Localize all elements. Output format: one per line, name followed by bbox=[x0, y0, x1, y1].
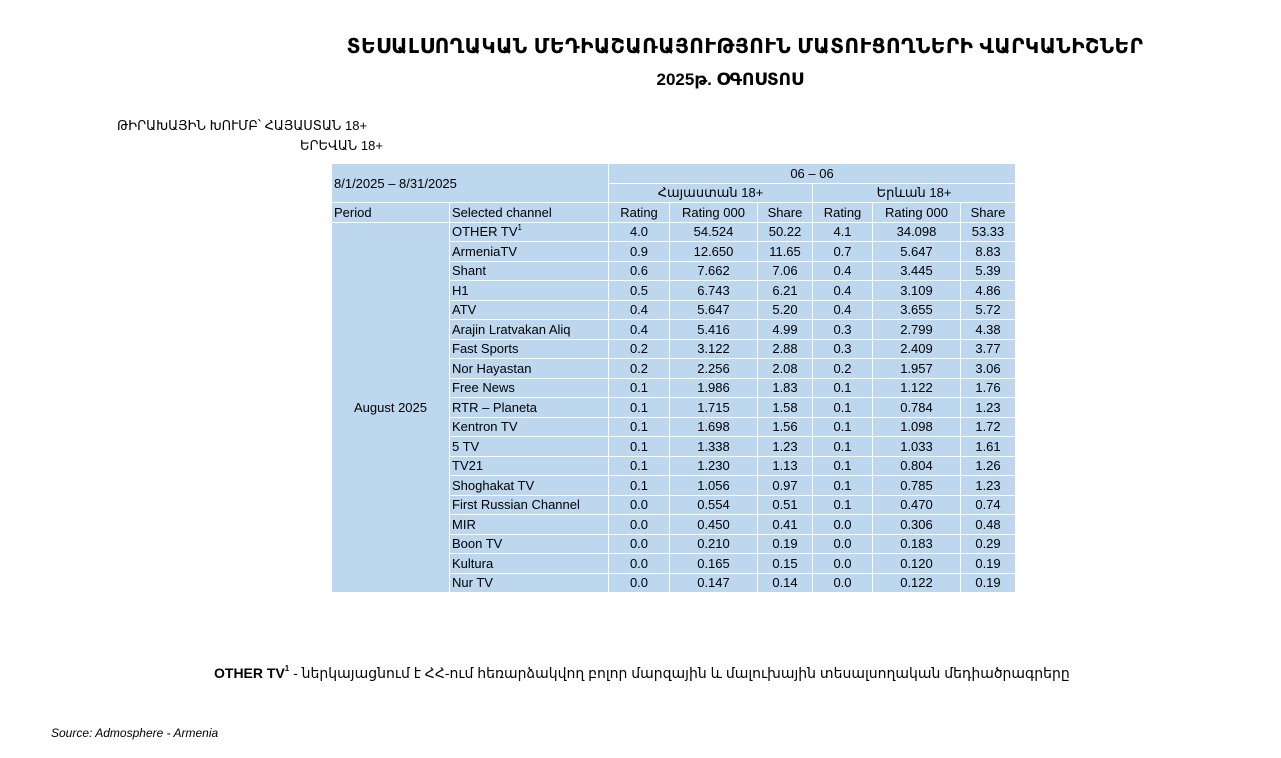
footnote-text: - ներկայացնում է ՀՀ-ում հեռարձակվող բոլոր մարզային և մալուխային տեսալսողական մեդիածրագրերը bbox=[289, 665, 1070, 681]
y-share-cell: 8.83 bbox=[961, 242, 1016, 262]
target-group-yerevan: ԵՐԵՎԱՆ 18+ bbox=[300, 138, 383, 153]
channel-name: Free News bbox=[452, 380, 515, 396]
y-share-cell: 3.77 bbox=[961, 339, 1016, 359]
a-rating000-cell: 0.450 bbox=[670, 515, 758, 535]
y-share-cell: 0.48 bbox=[961, 515, 1016, 535]
y-rating-cell: 0.1 bbox=[813, 398, 873, 418]
a-rating000-cell: 54.524 bbox=[670, 222, 758, 242]
y-rating-cell: 0.1 bbox=[813, 378, 873, 398]
y-share-cell: 53.33 bbox=[961, 222, 1016, 242]
channel-cell bbox=[450, 281, 609, 301]
channel-cell bbox=[450, 573, 609, 593]
y-rating000-cell: 1.098 bbox=[873, 417, 961, 437]
a-share-cell: 6.21 bbox=[758, 281, 813, 301]
header-row-columns bbox=[332, 203, 1016, 223]
y-rating-cell: 0.4 bbox=[813, 281, 873, 301]
y-rating000-cell: 0.122 bbox=[873, 573, 961, 593]
channel-name: Nor Hayastan bbox=[452, 360, 532, 376]
a-rating000-cell: 0.210 bbox=[670, 534, 758, 554]
channel-name: Shoghakat TV bbox=[452, 477, 535, 493]
a-rating-cell: 0.0 bbox=[609, 534, 670, 554]
a-rating000-cell: 1.056 bbox=[670, 476, 758, 496]
a-share-cell: 2.88 bbox=[758, 339, 813, 359]
a-rating-cell: 0.4 bbox=[609, 320, 670, 340]
channel-cell bbox=[450, 320, 609, 340]
y-rating000-cell: 0.183 bbox=[873, 534, 961, 554]
y-rating-cell: 0.1 bbox=[813, 456, 873, 476]
channel-name: H1 bbox=[452, 282, 469, 298]
a-share-cell: 0.51 bbox=[758, 495, 813, 515]
channel-name: Kentron TV bbox=[452, 419, 518, 435]
channel-cell bbox=[450, 515, 609, 535]
y-rating000-cell: 0.120 bbox=[873, 554, 961, 574]
table-row bbox=[332, 222, 1016, 242]
a-share-cell: 0.19 bbox=[758, 534, 813, 554]
y-rating-cell: 0.4 bbox=[813, 261, 873, 281]
y-rating-cell: 4.1 bbox=[813, 222, 873, 242]
y-share-cell: 4.38 bbox=[961, 320, 1016, 340]
y-rating-cell: 0.3 bbox=[813, 339, 873, 359]
y-share-cell: 0.19 bbox=[961, 573, 1016, 593]
col-header-share-armenia: Share bbox=[758, 203, 813, 223]
channel-name: 5 TV bbox=[452, 438, 480, 454]
y-rating000-cell: 1.957 bbox=[873, 359, 961, 379]
y-share-cell: 0.19 bbox=[961, 554, 1016, 574]
channel-cell bbox=[450, 495, 609, 515]
y-rating000-cell: 1.122 bbox=[873, 378, 961, 398]
a-share-cell: 0.14 bbox=[758, 573, 813, 593]
col-header-rating-armenia: Rating bbox=[609, 203, 670, 223]
a-rating-cell: 0.1 bbox=[609, 476, 670, 496]
a-rating-cell: 0.1 bbox=[609, 378, 670, 398]
a-rating000-cell: 0.165 bbox=[670, 554, 758, 574]
y-share-cell: 1.23 bbox=[961, 476, 1016, 496]
a-rating-cell: 0.0 bbox=[609, 554, 670, 574]
a-rating000-cell: 1.338 bbox=[670, 437, 758, 457]
a-rating000-cell: 6.743 bbox=[670, 281, 758, 301]
a-rating-cell: 0.1 bbox=[609, 437, 670, 457]
a-rating000-cell: 7.662 bbox=[670, 261, 758, 281]
y-rating000-cell: 0.784 bbox=[873, 398, 961, 418]
y-rating-cell: 0.1 bbox=[813, 476, 873, 496]
y-share-cell: 5.39 bbox=[961, 261, 1016, 281]
channel-cell bbox=[450, 300, 609, 320]
a-share-cell: 1.83 bbox=[758, 378, 813, 398]
channel-name: Arajin Lratvakan Aliq bbox=[452, 321, 571, 337]
y-rating000-cell: 3.655 bbox=[873, 300, 961, 320]
y-rating000-cell: 0.785 bbox=[873, 476, 961, 496]
channel-cell bbox=[450, 534, 609, 554]
date-range: 8/1/2025 – 8/31/2025 bbox=[332, 164, 609, 203]
ratings-table bbox=[331, 163, 1016, 593]
footnote-label: OTHER TV bbox=[214, 665, 285, 681]
footnote bbox=[214, 665, 1070, 682]
channel-cell bbox=[450, 417, 609, 437]
target-group-armenia: ԹԻՐԱԽԱՅԻՆ ԽՈՒՄԲ՝ ՀԱՅԱՍՏԱՆ 18+ bbox=[117, 118, 368, 133]
channel-cell bbox=[450, 242, 609, 262]
source-note: Source: Admosphere - Armenia bbox=[51, 726, 219, 740]
channel-cell bbox=[450, 261, 609, 281]
a-share-cell: 1.56 bbox=[758, 417, 813, 437]
group-armenia-header: Հայաստան 18+ bbox=[609, 183, 813, 203]
a-rating000-cell: 3.122 bbox=[670, 339, 758, 359]
channel-cell bbox=[450, 359, 609, 379]
channel-name: Boon TV bbox=[452, 536, 503, 552]
col-header-rating-yerevan: Rating bbox=[813, 203, 873, 223]
channel-cell bbox=[450, 456, 609, 476]
y-rating-cell: 0.0 bbox=[813, 534, 873, 554]
a-rating-cell: 0.0 bbox=[609, 495, 670, 515]
y-share-cell: 3.06 bbox=[961, 359, 1016, 379]
y-rating-cell: 0.1 bbox=[813, 495, 873, 515]
a-rating000-cell: 1.230 bbox=[670, 456, 758, 476]
a-rating-cell: 0.5 bbox=[609, 281, 670, 301]
a-share-cell: 0.15 bbox=[758, 554, 813, 574]
a-rating000-cell: 5.416 bbox=[670, 320, 758, 340]
channel-cell bbox=[450, 398, 609, 418]
channel-name: Kultura bbox=[452, 555, 494, 571]
a-share-cell: 0.97 bbox=[758, 476, 813, 496]
channel-name: TV21 bbox=[452, 458, 484, 474]
a-rating000-cell: 0.554 bbox=[670, 495, 758, 515]
channel-cell bbox=[450, 437, 609, 457]
y-rating000-cell: 34.098 bbox=[873, 222, 961, 242]
a-share-cell: 0.41 bbox=[758, 515, 813, 535]
col-header-rating000-yerevan: Rating 000 bbox=[873, 203, 961, 223]
a-rating-cell: 0.6 bbox=[609, 261, 670, 281]
col-header-period: Period bbox=[332, 203, 450, 223]
a-rating-cell: 0.9 bbox=[609, 242, 670, 262]
a-share-cell: 50.22 bbox=[758, 222, 813, 242]
y-rating000-cell: 3.445 bbox=[873, 261, 961, 281]
a-rating000-cell: 2.256 bbox=[670, 359, 758, 379]
channel-name: First Russian Channel bbox=[452, 497, 580, 513]
y-rating-cell: 0.7 bbox=[813, 242, 873, 262]
y-rating-cell: 0.4 bbox=[813, 300, 873, 320]
y-share-cell: 0.29 bbox=[961, 534, 1016, 554]
page-title: ՏԵՍԱԼՍՈՂԱԿԱՆ ՄԵԴԻԱՇԱՌԱՅՈՒԹՅՈՒՆ ՄԱՏՈՒՑՈՂՆԵՐԻ ՎԱՐԿԱՆԻՇՆԵՐ bbox=[346, 36, 1144, 58]
channel-name: Shant bbox=[452, 263, 486, 279]
y-share-cell: 1.23 bbox=[961, 398, 1016, 418]
y-rating-cell: 0.3 bbox=[813, 320, 873, 340]
y-rating000-cell: 5.647 bbox=[873, 242, 961, 262]
a-rating-cell: 0.2 bbox=[609, 359, 670, 379]
a-rating000-cell: 1.715 bbox=[670, 398, 758, 418]
a-rating-cell: 0.0 bbox=[609, 515, 670, 535]
y-share-cell: 1.26 bbox=[961, 456, 1016, 476]
a-share-cell: 1.23 bbox=[758, 437, 813, 457]
channel-cell bbox=[450, 378, 609, 398]
y-share-cell: 0.74 bbox=[961, 495, 1016, 515]
y-rating-cell: 0.0 bbox=[813, 515, 873, 535]
footnote-ref: 1 bbox=[517, 223, 522, 233]
y-share-cell: 5.72 bbox=[961, 300, 1016, 320]
channel-cell bbox=[450, 222, 609, 242]
channel-name: ATV bbox=[452, 302, 477, 318]
a-share-cell: 7.06 bbox=[758, 261, 813, 281]
header-row-timeband bbox=[332, 164, 1016, 184]
y-share-cell: 1.76 bbox=[961, 378, 1016, 398]
col-header-share-yerevan: Share bbox=[961, 203, 1016, 223]
a-rating-cell: 0.1 bbox=[609, 417, 670, 437]
y-rating000-cell: 0.470 bbox=[873, 495, 961, 515]
y-rating-cell: 0.2 bbox=[813, 359, 873, 379]
channel-name: Nur TV bbox=[452, 575, 493, 591]
a-rating000-cell: 0.147 bbox=[670, 573, 758, 593]
y-rating000-cell: 2.799 bbox=[873, 320, 961, 340]
channel-cell bbox=[450, 476, 609, 496]
a-share-cell: 4.99 bbox=[758, 320, 813, 340]
channel-name: OTHER TV bbox=[452, 224, 518, 240]
y-rating000-cell: 1.033 bbox=[873, 437, 961, 457]
y-share-cell: 4.86 bbox=[961, 281, 1016, 301]
a-rating000-cell: 5.647 bbox=[670, 300, 758, 320]
channel-name: ArmeniaTV bbox=[452, 243, 518, 259]
a-share-cell: 1.13 bbox=[758, 456, 813, 476]
y-rating-cell: 0.1 bbox=[813, 437, 873, 457]
col-header-rating000-armenia: Rating 000 bbox=[670, 203, 758, 223]
y-share-cell: 1.61 bbox=[961, 437, 1016, 457]
a-rating000-cell: 1.698 bbox=[670, 417, 758, 437]
page-subtitle: 2025թ. ՕԳՈՍՏՈՍ bbox=[656, 70, 804, 89]
a-share-cell: 2.08 bbox=[758, 359, 813, 379]
footnote-marker: 1 bbox=[284, 664, 290, 673]
channel-name: MIR bbox=[452, 516, 476, 532]
y-rating-cell: 0.0 bbox=[813, 554, 873, 574]
a-share-cell: 1.58 bbox=[758, 398, 813, 418]
y-rating000-cell: 2.409 bbox=[873, 339, 961, 359]
a-rating-cell: 0.4 bbox=[609, 300, 670, 320]
col-header-channel: Selected channel bbox=[450, 203, 609, 223]
a-rating-cell: 0.0 bbox=[609, 573, 670, 593]
time-band: 06 – 06 bbox=[609, 164, 1016, 184]
y-rating000-cell: 0.306 bbox=[873, 515, 961, 535]
channel-cell bbox=[450, 554, 609, 574]
group-yerevan-header: Երևան 18+ bbox=[813, 183, 1016, 203]
period-cell: August 2025 bbox=[332, 222, 450, 593]
a-share-cell: 5.20 bbox=[758, 300, 813, 320]
channel-cell bbox=[450, 339, 609, 359]
a-rating-cell: 4.0 bbox=[609, 222, 670, 242]
channel-name: RTR – Planeta bbox=[452, 399, 538, 415]
y-rating-cell: 0.1 bbox=[813, 417, 873, 437]
a-rating-cell: 0.1 bbox=[609, 456, 670, 476]
y-share-cell: 1.72 bbox=[961, 417, 1016, 437]
y-rating000-cell: 0.804 bbox=[873, 456, 961, 476]
y-rating000-cell: 3.109 bbox=[873, 281, 961, 301]
a-rating000-cell: 1.986 bbox=[670, 378, 758, 398]
channel-name: Fast Sports bbox=[452, 341, 519, 357]
y-rating-cell: 0.0 bbox=[813, 573, 873, 593]
a-rating-cell: 0.2 bbox=[609, 339, 670, 359]
a-rating-cell: 0.1 bbox=[609, 398, 670, 418]
a-rating000-cell: 12.650 bbox=[670, 242, 758, 262]
a-share-cell: 11.65 bbox=[758, 242, 813, 262]
